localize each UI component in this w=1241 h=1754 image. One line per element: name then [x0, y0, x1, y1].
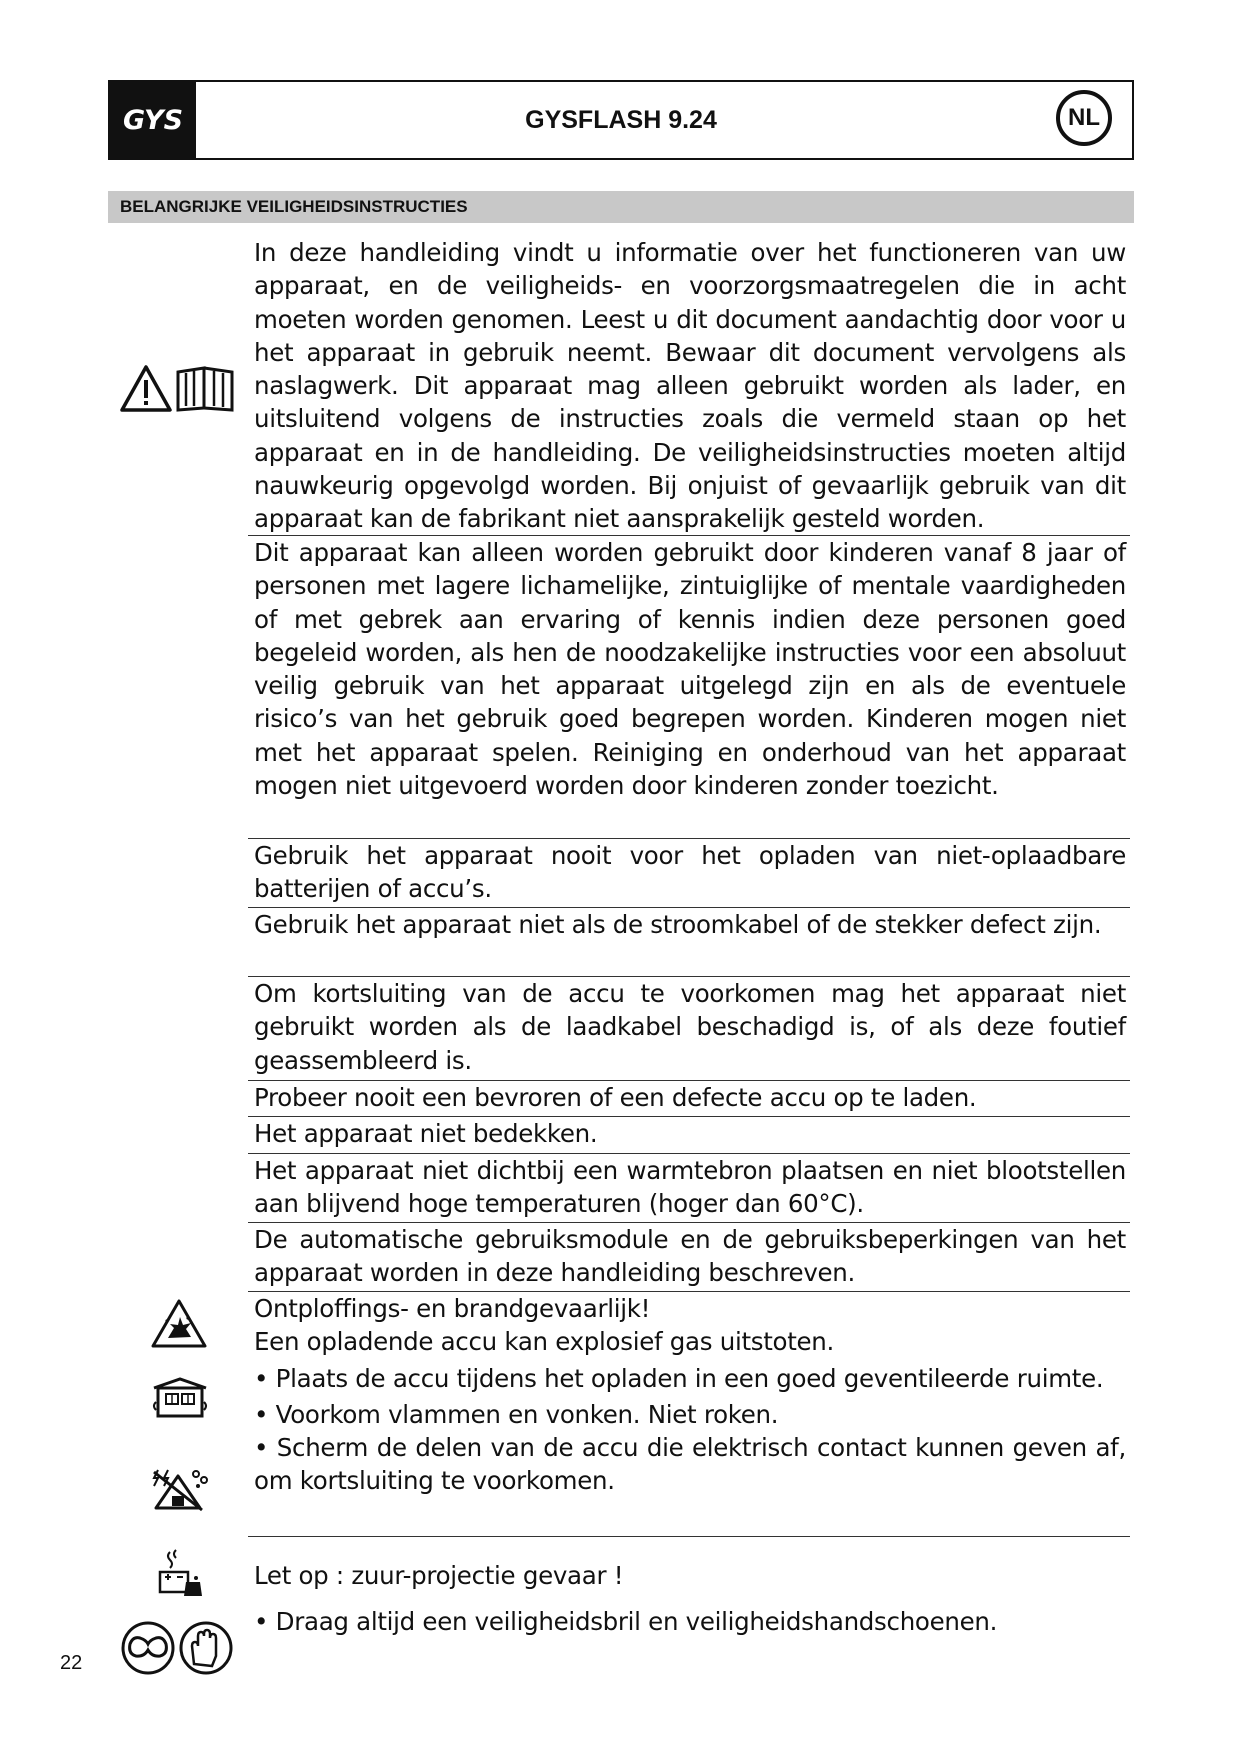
explosion-warning-title: Ontploffings- en brandgevaarlijk! — [254, 1294, 651, 1323]
document-title: GYSFLASH 9.24 — [525, 105, 717, 134]
instruction-text: De automatische gebruiksmodule en de gebruiksbeperkingen van het apparaat worden in deze handleiding beschreven. — [254, 1225, 1126, 1288]
no-flames-icon — [148, 1466, 210, 1512]
bullet-item: • Voorkom vlammen en vonken. Niet roken. — [254, 1399, 779, 1429]
instruction-block-9 — [248, 1223, 1130, 1292]
instruction-text: Het apparaat niet bedekken. — [254, 1119, 598, 1148]
instruction-text: Om kortsluiting van de accu te voorkomen mag het apparaat niet gebruikt worden als de laadkabel beschadigd is, of als deze foutief geassembleerd is. — [254, 979, 1126, 1075]
instruction-block-8 — [248, 1154, 1130, 1223]
instruction-text: Een opladende accu kan explosief gas uitstoten. — [254, 1327, 835, 1357]
logo-text: GYS — [122, 104, 184, 136]
instruction-block-3 — [248, 839, 1130, 908]
instruction-text: Dit apparaat kan alleen worden gebruikt door kinderen vanaf 8 jaar of personen met lagere lichamelijke, zintuiglijke of mentale vaardigheden of met gebrek aan ervaring of kennis indien deze personen goed begeleid worden, als hen de noodzakelijke instructies voor een absoluut veilig gebruik van het apparaat uitgelegd zijn en als de eventuele risico’s van het gebruik goed begrepen worden. Kinderen mogen niet met het apparaat spelen. Reiniging en onderhoud van het apparaat mogen niet uitgevoerd worden door kinderen zonder toezicht. — [254, 538, 1126, 801]
page-number: 22 — [60, 1652, 83, 1674]
explosion-icon — [150, 1298, 208, 1350]
page-header — [108, 80, 1134, 160]
instruction-text: Gebruik het apparaat nooit voor het opladen van niet-oplaadbare batterijen of accu’s. — [254, 841, 1126, 904]
language-badge: NL — [1056, 90, 1112, 146]
instruction-text: Probeer nooit een bevroren of een defecte accu op te laden. — [254, 1083, 977, 1112]
instruction-block-7 — [248, 1117, 1130, 1154]
instruction-block-12 — [248, 1605, 1130, 1638]
safety-instructions — [248, 236, 1130, 1638]
instruction-block-4 — [248, 908, 1130, 977]
goggles-gloves-icon — [120, 1620, 236, 1676]
acid-projection-icon — [156, 1548, 206, 1600]
instruction-block-2 — [248, 536, 1130, 839]
ventilation-icon — [150, 1376, 210, 1420]
instruction-block-10 — [248, 1292, 1130, 1537]
section-title: BELANGRIJKE VEILIGHEIDSINSTRUCTIES — [108, 191, 1134, 223]
bullet-item: • Plaats de accu tijdens het opladen in een goed geventileerde ruimte. — [254, 1363, 1104, 1393]
instruction-text: Let op : zuur-projectie gevaar ! — [254, 1561, 624, 1590]
bullet-item: • Scherm de delen van de accu die elektrisch contact kunnen geven af, om kortsluiting te voorkomen. — [254, 1433, 1126, 1496]
instruction-text: Gebruik het apparaat niet als de stroomkabel of de stekker defect zijn. — [254, 910, 1102, 939]
instruction-block-6 — [248, 1081, 1130, 1117]
instruction-text: Het apparaat niet dichtbij een warmtebron plaatsen en niet blootstellen aan blijvend hoge temperaturen (hoger dan 60°C). — [254, 1156, 1126, 1219]
instruction-block-5 — [248, 977, 1130, 1081]
warning-manual-icon — [120, 364, 238, 414]
instruction-block-11 — [248, 1537, 1130, 1605]
bullet-item: • Draag altijd een veiligheidsbril en veiligheidshandschoenen. — [254, 1607, 998, 1636]
instruction-text: In deze handleiding vindt u informatie over het functioneren van uw apparaat, en de veiligheids- en voorzorgsmaatregelen die in acht moeten worden genomen. Leest u dit document aandachtig door voor u het apparaat in gebruik neemt. Bewaar dit document vervolgens als naslagwerk. Dit apparaat mag alleen gebruikt worden als lader, en uitsluitend volgens de instructies zoals die vermeld staan op het apparaat en in de handleiding. De veiligheidsinstructies moeten altijd nauwkeurig opgevolgd worden. Bij onjuist of gevaarlijk gebruik van dit apparaat kan de fabrikant niet aansprakelijk gesteld worden. — [254, 238, 1126, 534]
gys-logo — [110, 82, 196, 158]
instruction-block-1 — [248, 236, 1130, 536]
